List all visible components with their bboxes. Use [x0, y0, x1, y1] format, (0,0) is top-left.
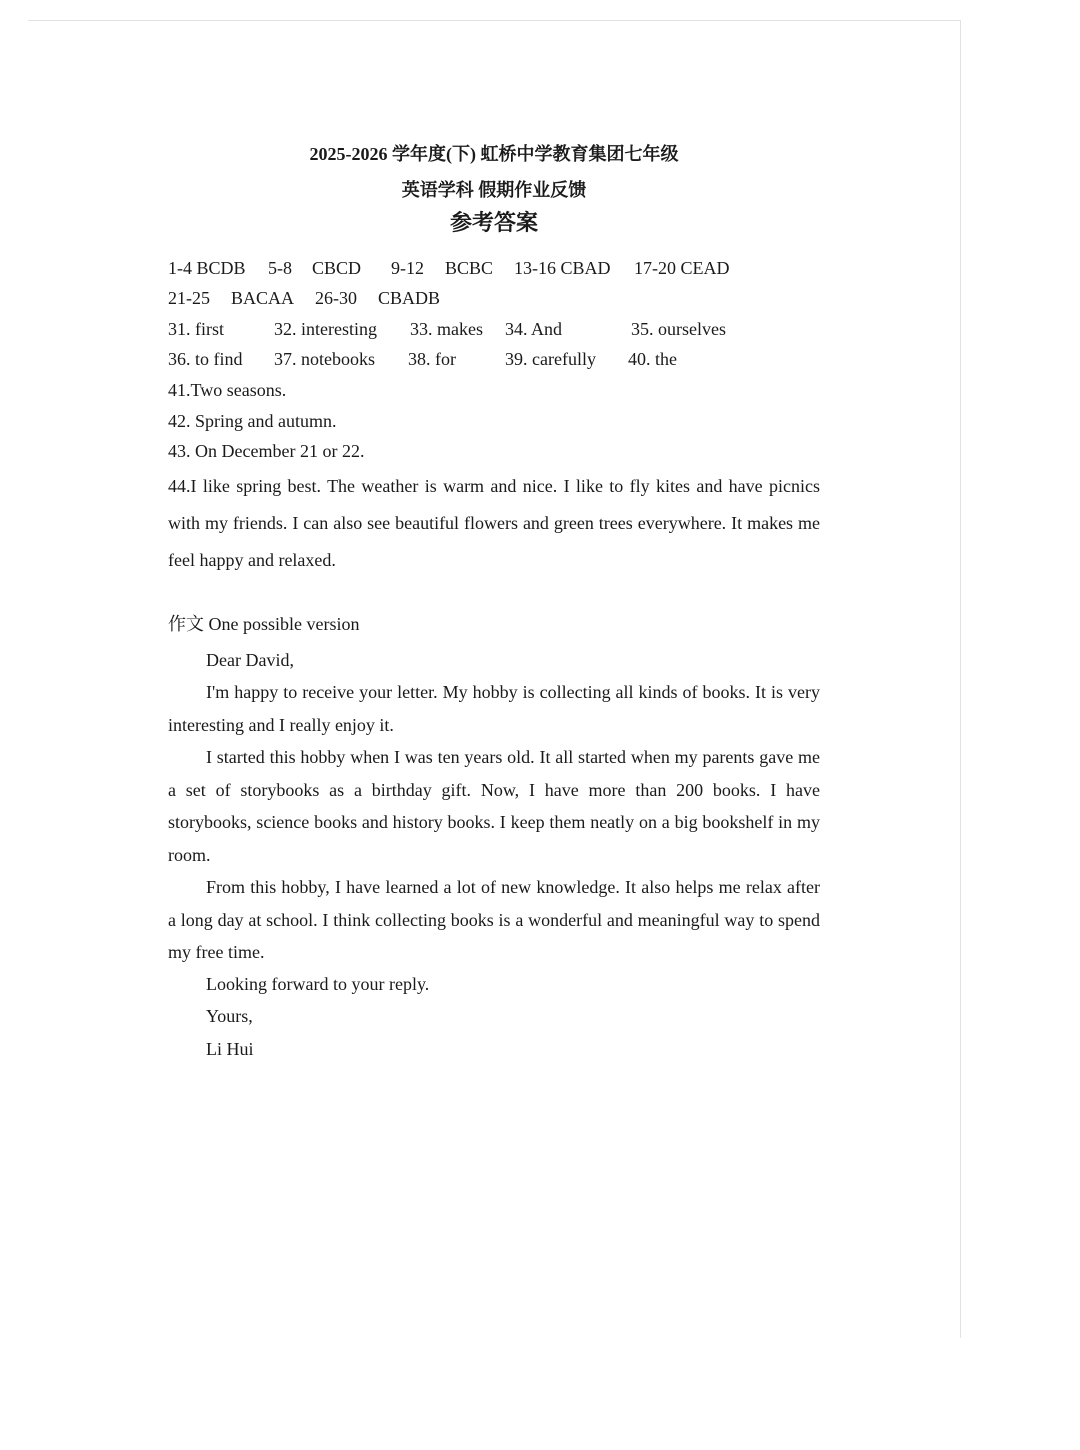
answer-item: BCBC — [445, 258, 494, 278]
answer-item: BACAA — [231, 288, 295, 308]
answer-43: 43. On December 21 or 22. — [168, 441, 365, 461]
document-title: 2025-2026 学年度(下) 虹桥中学教育集团七年级 — [309, 144, 679, 164]
answer-item: 13-16 CBAD — [514, 258, 611, 278]
answer-item: 21-25 — [168, 288, 210, 308]
answer-item: CBADB — [378, 288, 441, 308]
answer-item: 40. the — [628, 349, 677, 369]
answer-item: 32. interesting — [274, 319, 377, 339]
answer-42: 42. Spring and autumn. — [168, 411, 337, 431]
answer-item: 5-8 — [268, 258, 292, 278]
answer-item: 34. And — [505, 319, 563, 339]
letter-greeting: Dear David, — [206, 650, 294, 670]
page-border-right — [960, 20, 961, 1338]
answer-item: 33. makes — [410, 319, 483, 339]
answer-41: 41.Two seasons. — [168, 380, 287, 400]
letter-closing: Looking forward to your reply. — [206, 974, 430, 994]
answer-key-heading: 参考答案 — [449, 210, 538, 235]
answer-44: 44.I like spring best. The weather is warm and nice. I like to fly kites and have picnics with my friends. I can also see beautiful flowers and green trees everywhere. It makes me feel happy and relaxed. — [168, 476, 820, 570]
letter-signature: Li Hui — [206, 1039, 254, 1059]
answer-item: 35. ourselves — [631, 319, 726, 339]
essay-heading: 作文 One possible version — [168, 614, 360, 634]
answer-item: 26-30 — [315, 288, 357, 308]
answer-item: CBCD — [312, 258, 362, 278]
page-border-top — [28, 20, 961, 21]
answer-item: 9-12 — [391, 258, 424, 278]
letter-paragraph: I started this hobby when I was ten years old. It all started when my parents gave me a set of storybooks as a birthday gift. Now, I have more than 200 books. I have storybooks, science books and history books. I keep them neatly on a big bookshelf in my room. — [168, 747, 820, 865]
answer-item: 1-4 BCDB — [168, 258, 246, 278]
letter-paragraph: From this hobby, I have learned a lot of new knowledge. It also helps me relax after a long day at school. I think collecting books is a wonderful and meaningful way to spend my free time. — [168, 877, 820, 962]
answer-item: 38. for — [408, 349, 456, 369]
answer-item: 39. carefully — [505, 349, 596, 369]
answer-item: 36. to find — [168, 349, 243, 369]
letter-signoff: Yours, — [206, 1006, 253, 1026]
letter-paragraph: I'm happy to receive your letter. My hobby is collecting all kinds of books. It is very interesting and I really enjoy it. — [168, 682, 820, 735]
answer-item: 31. first — [168, 319, 224, 339]
answer-item: 37. notebooks — [274, 349, 375, 369]
document-subtitle: 英语学科 假期作业反馈 — [401, 180, 587, 200]
answer-item: 17-20 CEAD — [634, 258, 730, 278]
